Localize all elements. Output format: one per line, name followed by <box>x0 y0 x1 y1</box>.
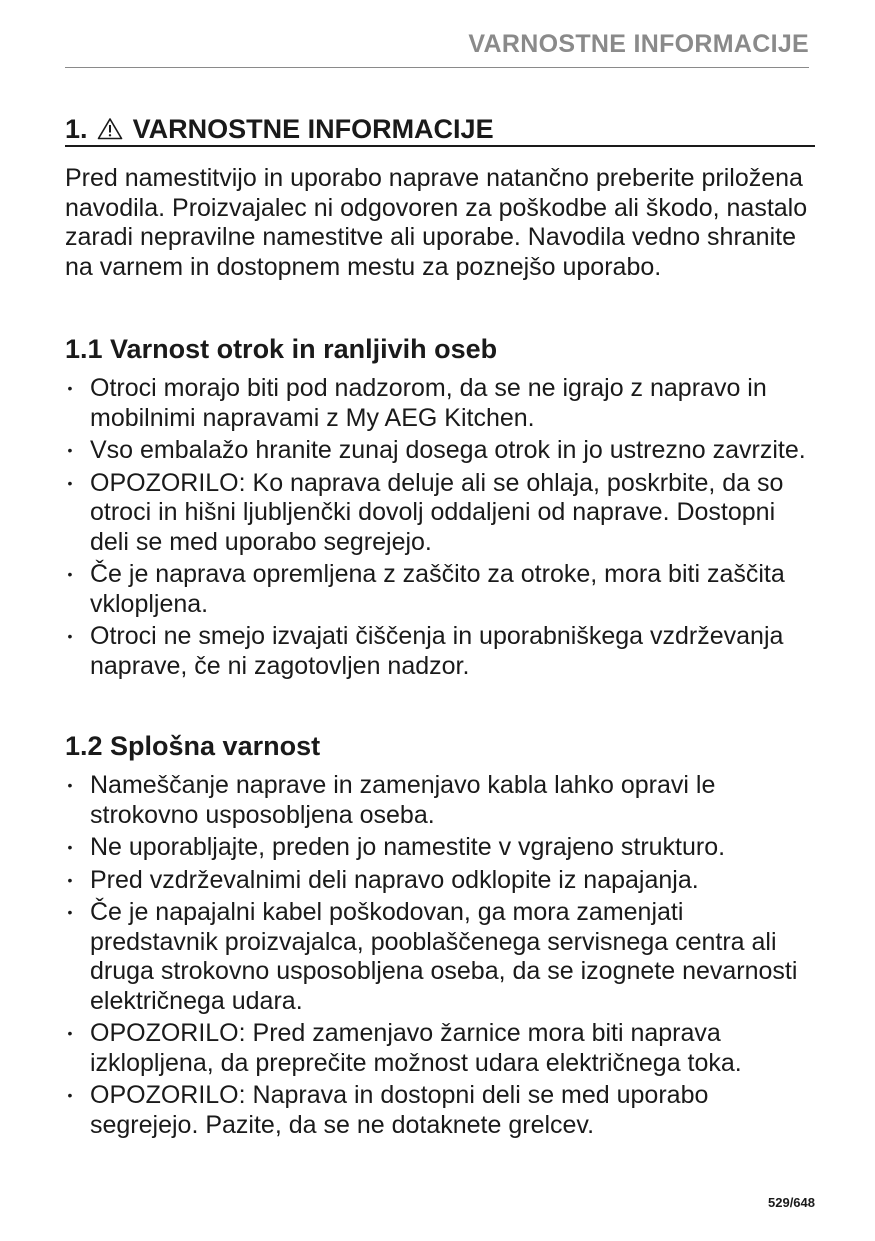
list-item: • Vso embalažo hranite zunaj dosega otrok in jo ustrezno zavrzite. <box>67 436 806 464</box>
list-item: • Nameščanje naprave in zamenjavo kabla lahko opravi le strokovno usposobljena oseba. <box>67 771 716 829</box>
chapter-divider <box>65 145 815 147</box>
bullet-list-child-safety <box>65 374 815 684</box>
intro-paragraph: Pred namestitvijo in uporabo naprave natančno preberite priložena navodila. Proizvajalec ni odgovoren za poškodbe ali škodo, nastalo zaradi nepravilne namestitve ali uporabe. Navodila vedno shranite na varnem in dostopnem mestu za poznejšo uporabo. <box>65 164 808 281</box>
list-item: • OPOZORILO: Naprava in dostopni deli se med uporabo segrejejo. Pazite, da se ne dotaknete grelcev. <box>67 1081 709 1139</box>
list-item: • OPOZORILO: Pred zamenjavo žarnice mora biti naprava izklopljena, da preprečite možnost udara električnega toka. <box>67 1019 742 1077</box>
section-title-general-safety: 1.2 Splošna varnost <box>65 731 321 761</box>
list-item: • Ne uporabljajte, preden jo namestite v vgrajeno strukturo. <box>67 833 726 861</box>
list-item: • OPOZORILO: Ko naprava deluje ali se ohlaja, poskrbite, da so otroci in hišni ljubljenčki dovolj oddaljeni od naprave. Dostopni deli se med uporabo segrejejo. <box>67 468 784 556</box>
warning-triangle-icon <box>97 114 123 148</box>
list-item: • Otroci ne smejo izvajati čiščenja in uporabniškega vzdrževanja naprave, če ni zagotovljen nadzor. <box>67 622 784 680</box>
running-header: VARNOSTNE INFORMACIJE <box>468 30 809 58</box>
page-number: 529/648 <box>768 1195 815 1210</box>
chapter-number: 1. <box>65 114 88 144</box>
header-divider <box>65 67 809 68</box>
list-item: • Otroci morajo biti pod nadzorom, da se ne igrajo z napravo in mobilnimi napravami z My AEG Kitchen. <box>67 374 767 432</box>
chapter-title <box>65 112 815 148</box>
list-item: • Pred vzdrževalnimi deli napravo odklopite iz napajanja. <box>67 865 699 894</box>
section-title-child-safety: 1.1 Varnost otrok in ranljivih oseb <box>65 334 498 364</box>
bullet-list-general-safety <box>65 771 815 1143</box>
list-item: • Če je naprava opremljena z zaščito za otroke, mora biti zaščita vklopljena. <box>67 560 785 618</box>
chapter-title-text: VARNOSTNE INFORMACIJE <box>132 114 494 144</box>
list-item: • Če je napajalni kabel poškodovan, ga mora zamenjati predstavnik proizvajalca, pooblaščenega servisnega centra ali druga strokovno usposobljena oseba, da se izognete nevarnosti električnega udara. <box>67 898 798 1015</box>
